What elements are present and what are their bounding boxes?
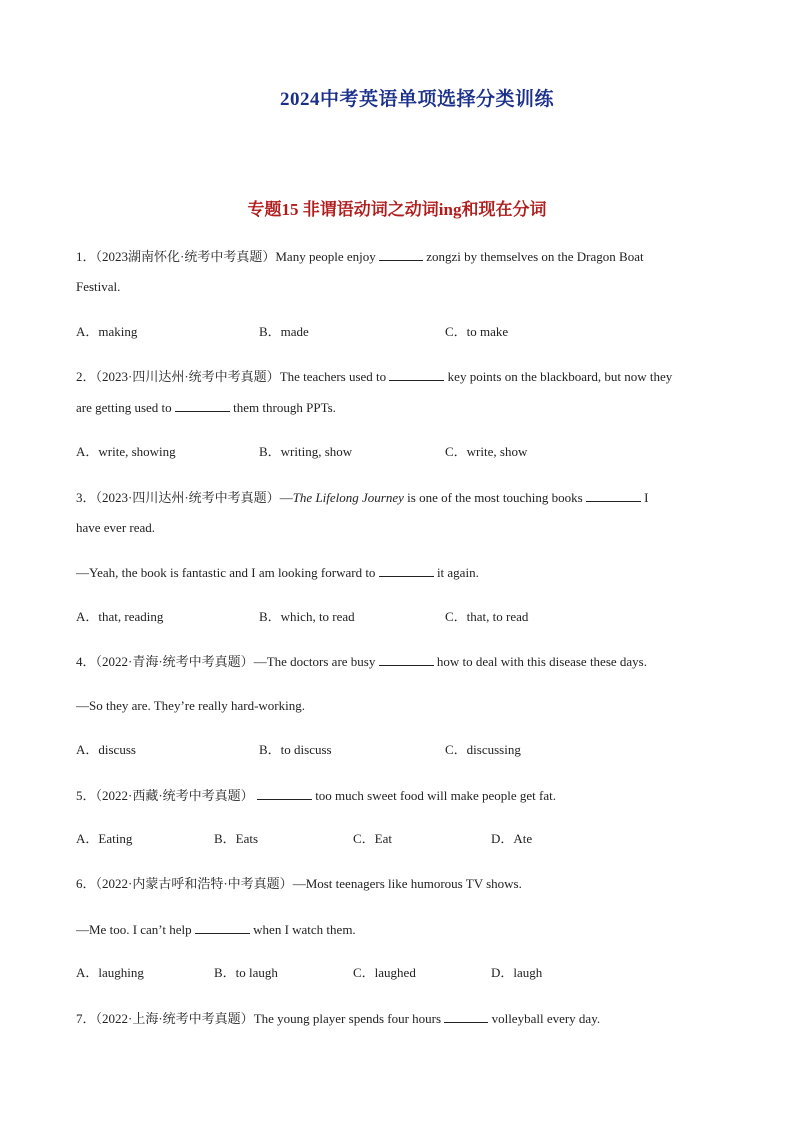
question-number: 3．: [76, 490, 96, 505]
question-source: （2022·西藏·统考中考真题）: [95, 788, 254, 803]
question-source: （2022·青海·统考中考真题）: [95, 654, 254, 669]
option-c[interactable]: C．that, to read: [445, 609, 529, 624]
question-number: 2．: [76, 369, 96, 384]
option-b[interactable]: B．to laugh: [214, 965, 278, 980]
question-source: （2023·四川达州·统考中考真题）: [95, 490, 280, 505]
option-a[interactable]: A．laughing: [76, 965, 144, 980]
option-a[interactable]: A．Eating: [76, 831, 133, 846]
question-number: 4．: [76, 654, 96, 669]
question-2-cont: are getting used to them through PPTs.: [76, 400, 336, 415]
question-6: 6．（2022·内蒙古呼和浩特·中考真题）—Most teenagers like humorous TV shows.: [76, 876, 522, 891]
question-number: 5．: [76, 788, 96, 803]
answer-blank[interactable]: [444, 1010, 488, 1023]
option-b[interactable]: B．to discuss: [259, 742, 332, 757]
question-number: 1．: [76, 249, 96, 264]
option-b[interactable]: B．Eats: [214, 831, 259, 846]
option-b[interactable]: B．made: [259, 324, 309, 339]
option-a[interactable]: A．discuss: [76, 742, 136, 757]
answer-blank[interactable]: [379, 248, 423, 261]
question-source: （2023湖南怀化·统考中考真题）: [95, 249, 276, 264]
question-number: 7．: [76, 1011, 96, 1026]
option-d[interactable]: D．Ate: [491, 831, 533, 846]
book-title: The Lifelong Journey: [292, 490, 404, 505]
option-c[interactable]: C．write, show: [445, 444, 528, 459]
question-6-reply: —Me too. I can’t help when I watch them.: [76, 922, 356, 937]
question-source: （2022·内蒙古呼和浩特·中考真题）: [95, 876, 293, 891]
answer-blank[interactable]: [257, 787, 312, 800]
option-c[interactable]: C．laughed: [353, 965, 416, 980]
option-c[interactable]: C．Eat: [353, 831, 392, 846]
page-title: 2024中考英语单项选择分类训练: [279, 89, 554, 110]
question-source: （2022·上海·统考中考真题）: [95, 1011, 254, 1026]
option-a[interactable]: A．making: [76, 324, 138, 339]
question-4-reply: —So they are. They’re really hard-working.: [76, 698, 305, 713]
question-1-cont: Festival.: [76, 279, 121, 294]
option-c[interactable]: C．to make: [445, 324, 509, 339]
answer-blank[interactable]: [389, 368, 444, 381]
question-number: 6．: [76, 876, 96, 891]
question-3-reply: —Yeah, the book is fantastic and I am looking forward to it again.: [76, 565, 479, 580]
question-source: （2023·四川达州·统考中考真题）: [95, 369, 280, 384]
question-2: 2．（2023·四川达州·统考中考真题）The teachers used to key points on the blackboard, but now they: [76, 369, 673, 384]
option-b[interactable]: B．writing, show: [259, 444, 353, 459]
option-d[interactable]: D．laugh: [491, 965, 543, 980]
option-c[interactable]: C．discussing: [445, 742, 521, 757]
option-b[interactable]: B．which, to read: [259, 609, 355, 624]
question-1: 1．（2023湖南怀化·统考中考真题）Many people enjoy zongzi by themselves on the Dragon Boat: [76, 249, 644, 264]
answer-blank[interactable]: [195, 921, 250, 934]
question-5: 5．（2022·西藏·统考中考真题） too much sweet food will make people get fat.: [76, 788, 556, 803]
question-3: 3．（2023·四川达州·统考中考真题）—The Lifelong Journey is one of the most touching books I: [76, 490, 649, 505]
question-4: 4．（2022·青海·统考中考真题）—The doctors are busy how to deal with this disease these days.: [76, 654, 647, 669]
answer-blank[interactable]: [379, 564, 434, 577]
answer-blank[interactable]: [379, 653, 434, 666]
option-a[interactable]: A．that, reading: [76, 609, 164, 624]
question-7: 7．（2022·上海·统考中考真题）The young player spends four hours volleyball every day.: [76, 1011, 601, 1026]
option-a[interactable]: A．write, showing: [76, 444, 176, 459]
answer-blank[interactable]: [586, 489, 641, 502]
answer-blank[interactable]: [175, 399, 230, 412]
topic-subtitle: 专题15 非谓语动词之动词ing和现在分词: [247, 200, 547, 219]
question-3-cont: have ever read.: [76, 520, 156, 535]
